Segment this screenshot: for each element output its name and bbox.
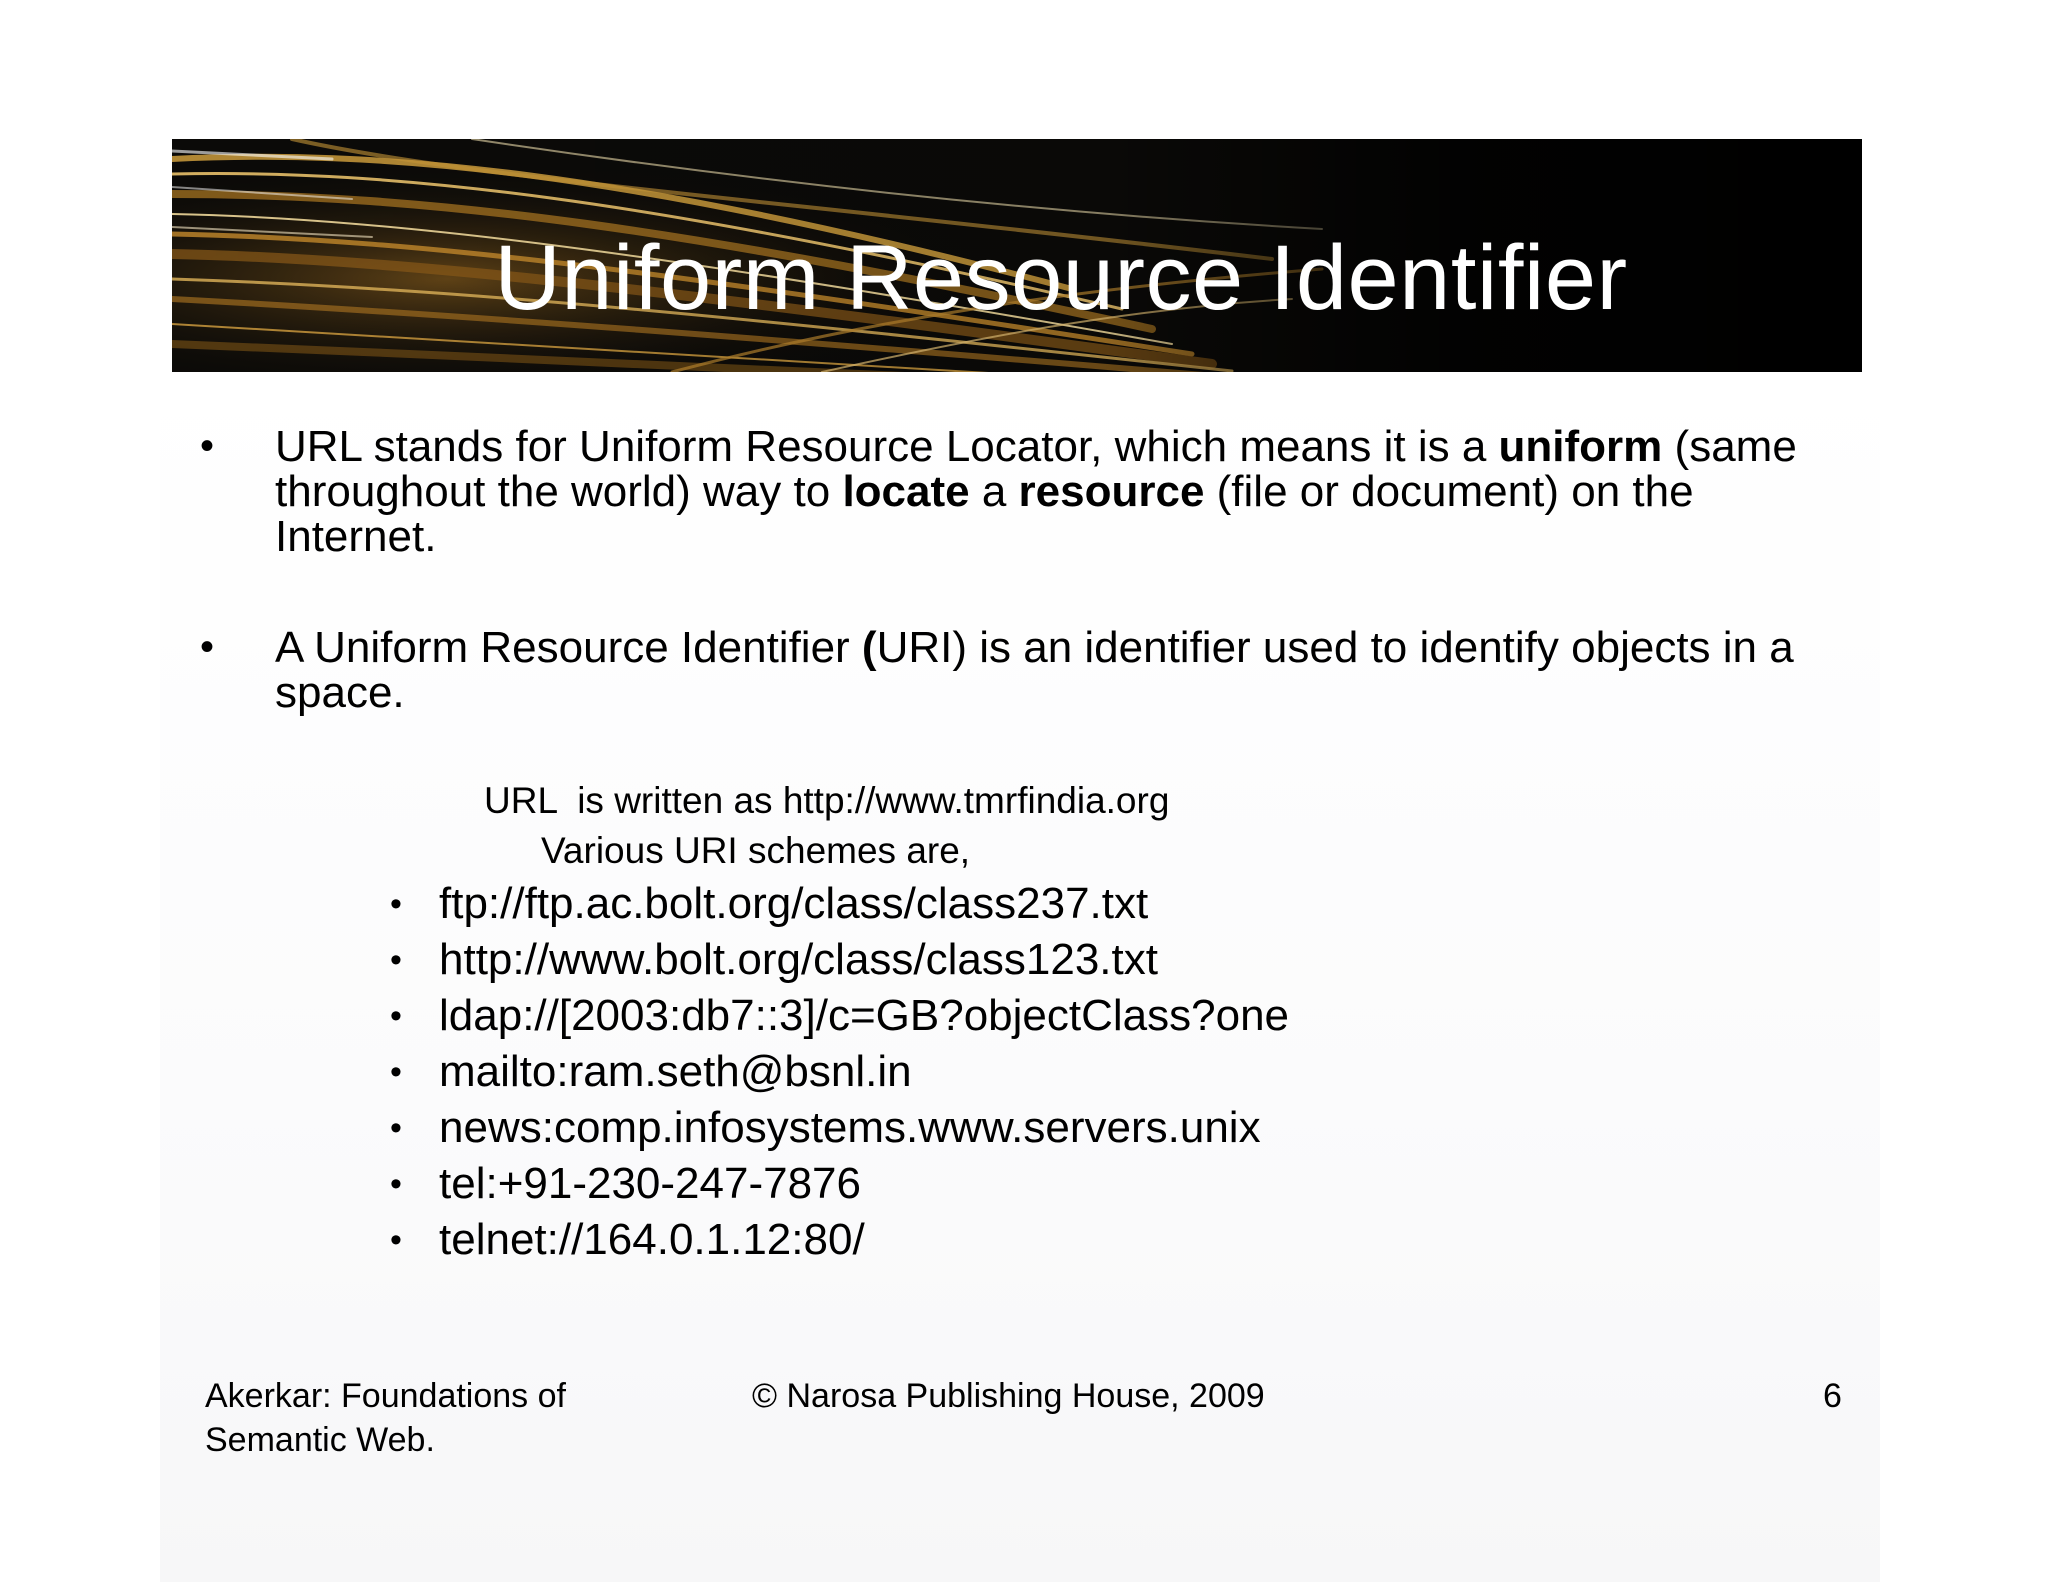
bullet-text-part: A Uniform Resource Identifier <box>275 623 862 672</box>
bullet-marker: • <box>390 1109 402 1147</box>
scheme-text: telnet://164.0.1.12:80/ <box>439 1215 865 1264</box>
scheme-text: ftp://ftp.ac.bolt.org/class/class237.txt <box>439 879 1149 928</box>
scheme-text: tel:+91-230-247-7876 <box>439 1159 861 1208</box>
footer-book-title-line: Semantic Web. <box>205 1421 435 1459</box>
scheme-text: mailto:ram.seth@bsnl.in <box>439 1047 912 1096</box>
footer-copyright: © Narosa Publishing House, 2009 <box>752 1377 1265 1415</box>
list-item <box>390 992 1289 1048</box>
uri-scheme-list <box>390 880 1289 1272</box>
slide-title: Uniform Resource Identifier <box>494 227 1628 329</box>
bullet-text-bold: resource <box>1018 467 1205 516</box>
list-item <box>390 880 1289 936</box>
list-item <box>390 1160 1289 1216</box>
bullet-marker: • <box>390 1053 402 1091</box>
scheme-text: ldap://[2003:db7::3]/c=GB?objectClass?one <box>439 991 1290 1040</box>
list-item <box>390 936 1289 992</box>
list-item <box>390 1216 1289 1272</box>
list-item <box>390 1104 1289 1160</box>
url-example: URL is written as http://www.tmrfindia.org <box>484 780 1170 821</box>
bullet-text-part: (same throughout the world) way to <box>275 422 1797 516</box>
scheme-text: news:comp.infosystems.www.servers.unix <box>439 1103 1261 1152</box>
bullet-marker: • <box>200 625 215 669</box>
title-banner <box>172 139 1862 372</box>
bullet-text-bold: uniform <box>1498 422 1663 471</box>
bullet-marker: • <box>390 885 402 923</box>
footer-book-title <box>205 1374 566 1462</box>
bullet-text-bold: ( <box>861 623 877 672</box>
bullet-marker: • <box>390 941 402 979</box>
bullet-marker: • <box>390 1165 402 1203</box>
schemes-intro: Various URI schemes are, <box>541 830 971 871</box>
bullet-text-part: (file or document) on the Internet. <box>275 467 1694 561</box>
bullet-text-bold: locate <box>842 467 970 516</box>
bullet-text-part: URI) is an identifier used to identify objects in a space. <box>275 623 1794 717</box>
bullet-text-part: a <box>969 467 1019 516</box>
page-number: 6 <box>1823 1377 1842 1415</box>
scheme-text: http://www.bolt.org/class/class123.txt <box>439 935 1158 984</box>
bullet-marker: • <box>200 424 215 468</box>
footer-book-title-line: Akerkar: Foundations of <box>205 1377 566 1415</box>
bullet-text-part: URL stands for Uniform Resource Locator, which means it is a <box>275 422 1499 471</box>
bullet-text <box>275 625 1855 715</box>
list-item <box>390 1048 1289 1104</box>
bullet-marker: • <box>390 1221 402 1259</box>
bullet-marker: • <box>390 997 402 1035</box>
bullet-text <box>275 424 1855 559</box>
